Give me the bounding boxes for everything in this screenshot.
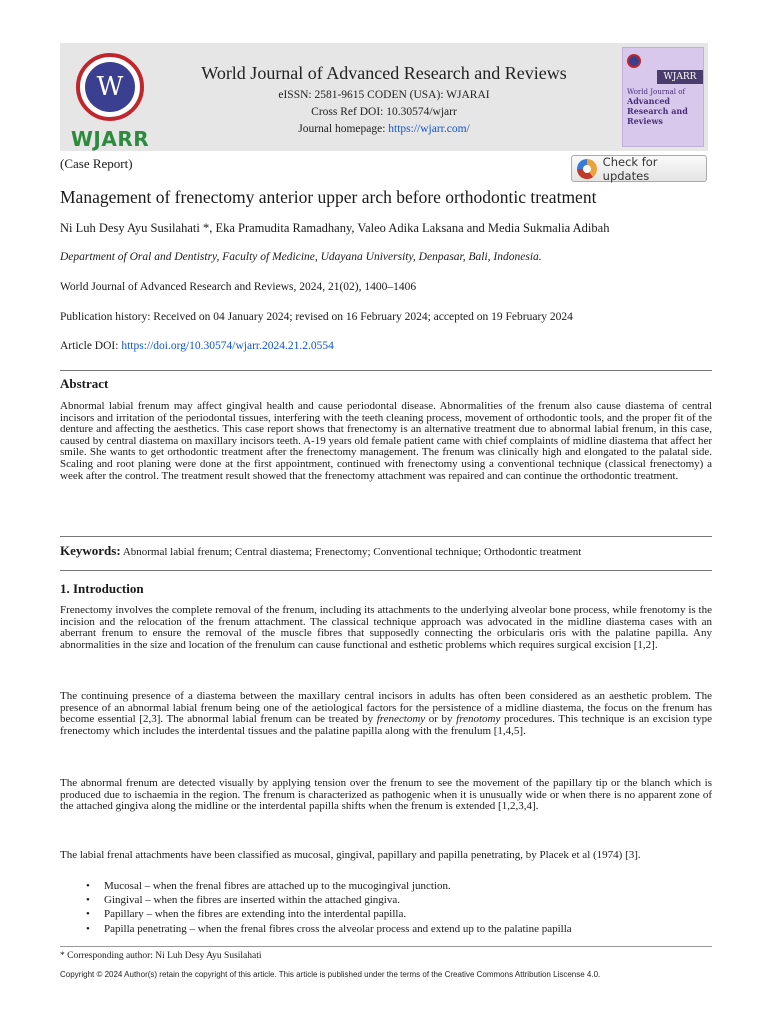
intro-paragraph-1: Frenectomy involves the complete removal of the frenum, including its attachments to the underlying alveolar bone process, while frenotomy is the incision and the relocation of the frenum attachment. The classical technique approach was advocated in the midline diastema cases with an aberrant frenum to ensure the removal of the muscle fibres that supposedly connecting the orbicularis oris with the palatine papilla. Any abnormalities in the size and location of the frenulum can cause functional and esthetic problems which requires surgical excision [1,2]. (60, 604, 712, 651)
p2-em-frenotomy: frenotomy (456, 713, 501, 726)
affiliation: Department of Oral and Dentistry, Faculty of Medicine, Udayana University, Denpasar, Bali, Indonesia. (60, 251, 542, 263)
journal-header (60, 43, 708, 151)
p2-em-frenectomy: frenectomy (376, 713, 426, 726)
journal-cover-image (622, 47, 704, 147)
copyright-notice: Copyright © 2024 Author(s) retain the copyright of this article. This article is published under the terms of the Creative Commons Attribution Liscense 4.0. (60, 970, 601, 979)
cover-name-line2: Advanced Research and Reviews (627, 96, 688, 126)
crossmark-icon (577, 159, 597, 179)
list-item: • Papillary – when the fibres are extending into the interdental papilla. (60, 907, 712, 921)
list-item: • Mucosal – when the frenal fibres are attached up to the mucogingival junction. (60, 879, 712, 893)
crossref-doi-line: Cross Ref DOI: 10.30574/wjarr (311, 106, 457, 118)
cover-name-line1: World Journal of (627, 88, 686, 96)
publication-history: Publication history: Received on 04 January 2024; revised on 16 February 2024; accepted on 19 February 2024 (60, 311, 573, 323)
list-item: • Gingival – when the fibres are inserted within the attached gingiva. (60, 893, 712, 907)
citation: World Journal of Advanced Research and Reviews, 2024, 21(02), 1400–1406 (60, 281, 417, 293)
list-item: • Papilla penetrating – when the frenal fibres cross the alveolar process and extend up to the palatine papilla (60, 922, 712, 936)
intro-paragraph-4: The labial frenal attachments have been classified as mucosal, gingival, papillary and papilla penetrating, by Placek et al (1974) [3]. (60, 849, 641, 861)
section-heading: 1. Introduction (60, 581, 144, 596)
cover-journal-name (627, 88, 701, 127)
homepage-line (164, 123, 604, 135)
p2-part-c: procedures. This technique is an excision type frenectomy which includes the interdental tissues and the palatine papilla along with the frenulum [1,4,5]. (60, 713, 712, 737)
keywords-text: Abnormal labial frenum; Central diastema; Frenectomy; Conventional technique; Orthodontic treatment (122, 546, 582, 558)
check-for-updates-button[interactable] (571, 155, 707, 182)
intro-paragraph-3: The abnormal frenum are detected visually by applying tension over the frenum to see the movement of the papillary tip or the blanch which is produced due to ischaemia in the region. The frenum is characterized as pathogenic when it is unusually wide or when there is no apparent zone of the attached gingiva along the midline or the interdental papilla shifts when the frenum is extended [1,2,3,4]. (60, 777, 712, 813)
article-title: Management of frenectomy anterior upper arch before orthodontic treatment (60, 187, 597, 207)
doi-link[interactable]: https://doi.org/10.30574/wjarr.2024.21.2.0554 (121, 340, 334, 352)
logo-circle (76, 53, 144, 121)
frenum-classification-list (60, 879, 712, 936)
homepage-link[interactable]: https://wjarr.com/ (388, 123, 470, 135)
divider (60, 570, 712, 571)
keywords (60, 543, 720, 559)
p2-part-a: The continuing presence of a diastema between the maxillary central incisors in adults has often been considered as an aesthetic problem. The presence of an abnormal labial frenum being one of the aetiological factors for the persistence of a midline diastema, the focus on the frenum has become essential [2,3]. The abnormal labial frenum can be treated by (60, 690, 712, 726)
journal-title: World Journal of Advanced Research and Reviews (201, 63, 567, 83)
journal-info (164, 51, 604, 135)
logo-letter: W (85, 62, 135, 112)
cover-badge: WJARR (657, 70, 703, 84)
author-list: Ni Luh Desy Ayu Susilahati *, Eka Pramudita Ramadhany, Valeo Adika Laksana and Media Sukmalia Adibah (60, 221, 610, 235)
corresponding-author: * Corresponding author: Ni Luh Desy Ayu Susilahati (60, 951, 262, 961)
footnote-divider (60, 946, 712, 947)
article-doi (60, 340, 720, 352)
abstract-text: Abnormal labial frenum may affect gingival health and cause periodontal disease. Abnormalities of the frenum also cause diastema of central incisors and irritation of the periodontal tissues, interfering with the teeth cleaning process, movement of orthodontic tools, and the proper fit of the denture and affecting the aesthetics. This case report shows that frenectomy is an alternative treatment due to abnormal labial frenum, in this case, caused by central diastema on maxillary incisors teeth. A-19 years old female patient came with chief complaints of midline diastema that affect her smile. She wants to get orthodontic treatment after the frenectomy management. The frenum was clinically high and elongated to the palatal side. Scaling and root planing were done at the first appointment, continued with frenectomy using a conventional technique (classical frenectomy) a week after the control. The treatment result showed that the frenectomy attachment was repaired and can continue the orthodontic treatment. (60, 400, 712, 482)
journal-logo (68, 51, 152, 151)
keywords-label: Keywords: (60, 543, 121, 558)
logo-text: WJARR (70, 127, 150, 151)
issn-line: eISSN: 2581-9615 CODEN (USA): WJARAI (278, 89, 490, 101)
check-for-updates-label: Check for updates (602, 154, 658, 183)
cover-logo-icon (627, 54, 641, 68)
homepage-label: Journal homepage: (298, 123, 389, 135)
intro-paragraph-2 (60, 691, 712, 737)
p2-part-b: or by (425, 713, 457, 726)
divider (60, 536, 712, 537)
divider (60, 370, 712, 371)
doi-label: Article DOI: (60, 340, 122, 352)
article-type: (Case Report) (60, 156, 133, 171)
abstract-heading: Abstract (60, 376, 109, 391)
